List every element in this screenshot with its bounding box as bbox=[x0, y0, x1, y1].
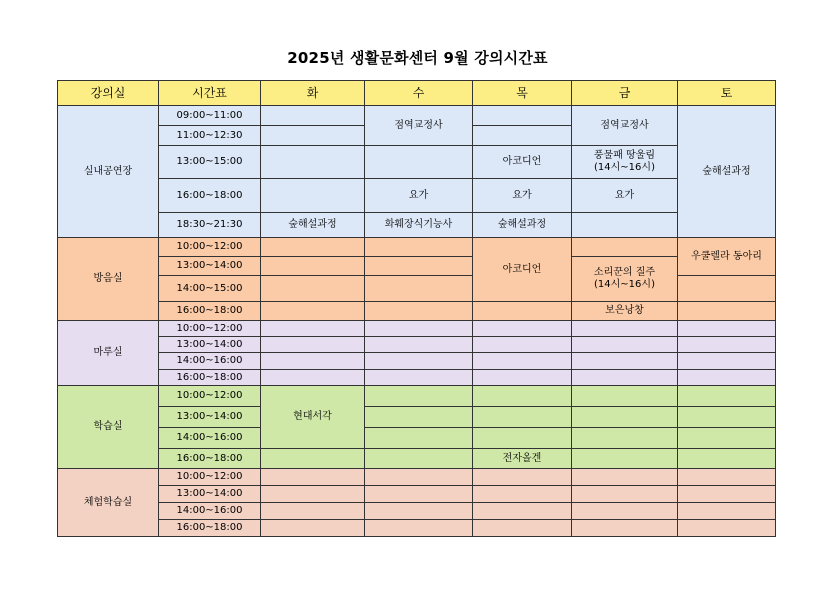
time-slot: 13:00~14:00 bbox=[159, 337, 261, 353]
table-row bbox=[58, 257, 776, 276]
cell bbox=[572, 238, 678, 257]
cell bbox=[572, 486, 678, 503]
header-time: 시간표 bbox=[159, 81, 261, 106]
cell bbox=[365, 276, 473, 302]
cell bbox=[473, 337, 572, 353]
cell bbox=[261, 321, 365, 337]
class-cell: 현대서각 bbox=[261, 386, 365, 449]
header-day-thu: 목 bbox=[473, 81, 572, 106]
cell bbox=[678, 407, 776, 428]
class-title: 풍물패 땅울림 bbox=[593, 150, 656, 161]
cell bbox=[365, 386, 473, 407]
cell bbox=[365, 407, 473, 428]
time-slot: 10:00~12:00 bbox=[159, 321, 261, 337]
room-name: 학습실 bbox=[58, 386, 159, 469]
cell bbox=[572, 213, 678, 238]
header-day-tue: 화 bbox=[261, 81, 365, 106]
table-row bbox=[58, 520, 776, 537]
cell bbox=[261, 520, 365, 537]
schedule-table bbox=[57, 80, 776, 537]
table-row bbox=[58, 469, 776, 486]
class-cell: 아코디언 bbox=[473, 146, 572, 179]
header-room: 강의실 bbox=[58, 81, 159, 106]
room-name: 마루실 bbox=[58, 321, 159, 386]
table-row bbox=[58, 503, 776, 520]
time-slot: 16:00~18:00 bbox=[159, 302, 261, 321]
class-cell bbox=[572, 146, 678, 179]
cell bbox=[473, 321, 572, 337]
cell bbox=[261, 238, 365, 257]
cell bbox=[261, 146, 365, 179]
table-row bbox=[58, 238, 776, 257]
class-title: 소리꾼의 질주 bbox=[593, 267, 656, 278]
class-cell: 숲해설과정 bbox=[473, 213, 572, 238]
table-row bbox=[58, 302, 776, 321]
room-name: 체험학습실 bbox=[58, 469, 159, 537]
cell bbox=[473, 386, 572, 407]
class-cell bbox=[572, 257, 678, 302]
cell bbox=[572, 386, 678, 407]
cell bbox=[572, 469, 678, 486]
time-slot: 13:00~14:00 bbox=[159, 257, 261, 276]
cell bbox=[261, 449, 365, 469]
cell bbox=[473, 503, 572, 520]
table-row bbox=[58, 449, 776, 469]
table-row bbox=[58, 353, 776, 370]
time-slot: 16:00~18:00 bbox=[159, 370, 261, 386]
class-cell: 숲해설과정 bbox=[261, 213, 365, 238]
cell bbox=[473, 126, 572, 146]
class-cell: 요가 bbox=[572, 179, 678, 213]
cell bbox=[678, 428, 776, 449]
header-day-wed: 수 bbox=[365, 81, 473, 106]
cell bbox=[261, 370, 365, 386]
cell bbox=[365, 353, 473, 370]
cell bbox=[572, 449, 678, 469]
cell bbox=[365, 146, 473, 179]
cell bbox=[572, 520, 678, 537]
cell bbox=[261, 179, 365, 213]
class-cell: 화훼장식기능사 bbox=[365, 213, 473, 238]
cell bbox=[365, 428, 473, 449]
table-row bbox=[58, 386, 776, 407]
header-day-sat: 토 bbox=[678, 81, 776, 106]
time-slot: 10:00~12:00 bbox=[159, 386, 261, 407]
table-row bbox=[58, 106, 776, 126]
cell bbox=[678, 353, 776, 370]
header-row bbox=[58, 81, 776, 106]
cell bbox=[261, 486, 365, 503]
cell bbox=[473, 428, 572, 449]
class-cell: 보은낭창 bbox=[572, 302, 678, 321]
cell bbox=[678, 302, 776, 321]
cell bbox=[473, 407, 572, 428]
class-time: (14시~16시) bbox=[594, 162, 655, 173]
time-slot: 13:00~14:00 bbox=[159, 407, 261, 428]
cell bbox=[473, 469, 572, 486]
cell bbox=[365, 321, 473, 337]
time-slot: 14:00~16:00 bbox=[159, 428, 261, 449]
cell bbox=[261, 503, 365, 520]
cell bbox=[678, 449, 776, 469]
cell bbox=[572, 503, 678, 520]
time-slot: 14:00~15:00 bbox=[159, 276, 261, 302]
table-row bbox=[58, 179, 776, 213]
cell bbox=[473, 486, 572, 503]
time-slot: 14:00~16:00 bbox=[159, 353, 261, 370]
table-row bbox=[58, 321, 776, 337]
class-cell: 숲해설과정 bbox=[678, 106, 776, 238]
cell bbox=[365, 238, 473, 257]
cell bbox=[678, 276, 776, 302]
cell bbox=[365, 486, 473, 503]
time-slot: 16:00~18:00 bbox=[159, 449, 261, 469]
cell bbox=[473, 370, 572, 386]
cell bbox=[261, 126, 365, 146]
cell bbox=[572, 428, 678, 449]
cell bbox=[261, 353, 365, 370]
cell bbox=[678, 321, 776, 337]
cell bbox=[678, 337, 776, 353]
cell bbox=[473, 106, 572, 126]
time-slot: 16:00~18:00 bbox=[159, 179, 261, 213]
time-slot: 10:00~12:00 bbox=[159, 469, 261, 486]
time-slot: 11:00~12:30 bbox=[159, 126, 261, 146]
table-row bbox=[58, 146, 776, 179]
cell bbox=[678, 486, 776, 503]
cell bbox=[365, 503, 473, 520]
cell bbox=[365, 520, 473, 537]
cell bbox=[473, 302, 572, 321]
table-row bbox=[58, 370, 776, 386]
class-cell: 아코디언 bbox=[473, 238, 572, 302]
cell bbox=[365, 337, 473, 353]
class-cell: 요가 bbox=[365, 179, 473, 213]
cell bbox=[365, 370, 473, 386]
time-slot: 10:00~12:00 bbox=[159, 238, 261, 257]
table-row bbox=[58, 213, 776, 238]
room-name: 실내공연장 bbox=[58, 106, 159, 238]
class-cell: 요가 bbox=[473, 179, 572, 213]
time-slot: 09:00~11:00 bbox=[159, 106, 261, 126]
table-row bbox=[58, 337, 776, 353]
time-slot: 13:00~15:00 bbox=[159, 146, 261, 179]
cell bbox=[572, 370, 678, 386]
cell bbox=[261, 337, 365, 353]
cell bbox=[572, 353, 678, 370]
cell bbox=[572, 407, 678, 428]
room-name: 방음실 bbox=[58, 238, 159, 321]
cell bbox=[365, 257, 473, 276]
cell bbox=[261, 106, 365, 126]
cell bbox=[365, 449, 473, 469]
time-slot: 18:30~21:30 bbox=[159, 213, 261, 238]
cell bbox=[678, 520, 776, 537]
cell bbox=[572, 337, 678, 353]
cell bbox=[473, 353, 572, 370]
class-time: (14시~16시) bbox=[594, 279, 655, 290]
cell bbox=[261, 257, 365, 276]
cell bbox=[678, 386, 776, 407]
cell bbox=[572, 321, 678, 337]
cell bbox=[365, 469, 473, 486]
table-row bbox=[58, 486, 776, 503]
page-title: 2025년 생활문화센터 9월 강의시간표 bbox=[287, 49, 548, 67]
class-cell: 우쿨렐라 동아리 bbox=[678, 238, 776, 276]
cell bbox=[678, 370, 776, 386]
cell bbox=[678, 469, 776, 486]
cell bbox=[261, 302, 365, 321]
cell bbox=[261, 276, 365, 302]
cell bbox=[365, 302, 473, 321]
cell bbox=[678, 503, 776, 520]
class-cell: 점역교정사 bbox=[365, 106, 473, 146]
table-row bbox=[58, 428, 776, 449]
time-slot: 16:00~18:00 bbox=[159, 520, 261, 537]
table-row bbox=[58, 407, 776, 428]
class-cell: 전자올겐 bbox=[473, 449, 572, 469]
cell bbox=[261, 469, 365, 486]
class-cell: 점역교정사 bbox=[572, 106, 678, 146]
time-slot: 14:00~16:00 bbox=[159, 503, 261, 520]
cell bbox=[473, 520, 572, 537]
time-slot: 13:00~14:00 bbox=[159, 486, 261, 503]
header-day-fri: 금 bbox=[572, 81, 678, 106]
